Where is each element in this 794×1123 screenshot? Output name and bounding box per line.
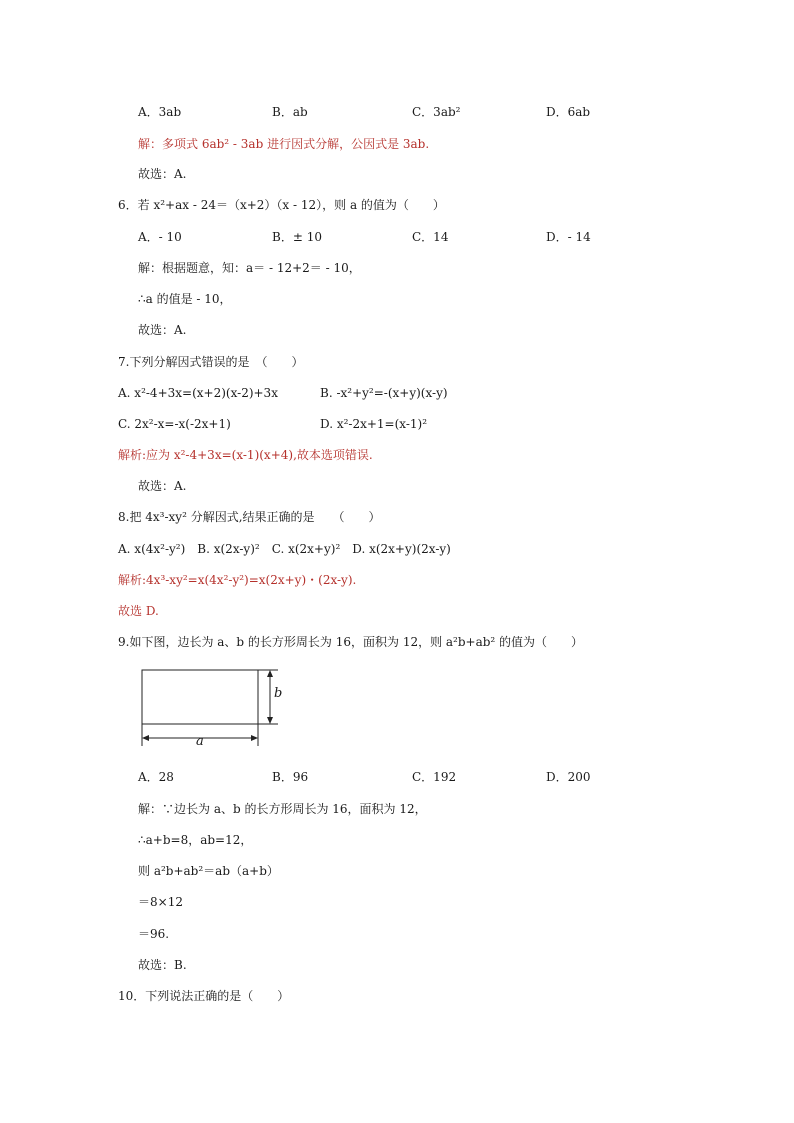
q9-solution-4: ＝8×12 <box>138 895 183 909</box>
q6-solution-2: ∴a 的值是 - 10， <box>138 292 232 306</box>
q7-option-b: B. -x²+y²=-(x+y)(x-y) <box>320 386 448 400</box>
q7-solution: 解析:应为 x²-4+3x=(x-1)(x+4),故本选项错误. <box>118 448 373 462</box>
q7-option-c: C. 2x²-x=-x(-2x+1) <box>118 417 231 431</box>
q9-solution-1: 解：∵边长为 a、b 的长方形周长为 16，面积为 12， <box>138 802 427 816</box>
dimension-b-arrow-up <box>267 670 273 677</box>
q9-option-b: B．96 <box>272 770 309 784</box>
q8-options: A. x(4x²-y²) B. x(2x-y)² C. x(2x+y)² D. x(2x+y)(2x-y) <box>118 542 451 556</box>
q5-option-d: D．6ab <box>546 105 591 119</box>
q9-question: 9.如下图，边长为 a、b 的长方形周长为 16，面积为 12，则 a²b+ab² 的值为（ ） <box>118 635 584 649</box>
q6-answer: 故选：A. <box>138 323 187 337</box>
q9-option-a: A．28 <box>138 770 174 784</box>
dimension-b-arrow-down <box>267 717 273 724</box>
q9-solution-2: ∴a+b=8，ab=12， <box>138 833 253 847</box>
dimension-a-arrow-right <box>251 735 258 741</box>
q5-solution <box>138 136 429 152</box>
q6-option-d: D．- 14 <box>546 230 591 244</box>
q8-answer: 故选 D. <box>118 604 159 618</box>
q9-option-c: C．192 <box>412 770 457 784</box>
figure-label-a: a <box>196 734 204 749</box>
rectangle-shape <box>142 670 258 724</box>
rectangle-figure <box>136 664 286 756</box>
q5-solution-text: 解：多项式 6ab² - 3ab 进行因式分解，公因式是 3ab. <box>138 137 430 151</box>
q6-option-b: B．± 10 <box>272 230 322 244</box>
q6-solution-1: 解：根据题意，知：a＝ - 12+2＝ - 10， <box>138 261 361 275</box>
q9-option-d: D．200 <box>546 770 591 784</box>
q7-option-d: D. x²-2x+1=(x-1)² <box>320 417 428 431</box>
q9-solution-5: ＝96. <box>138 927 170 941</box>
q7-option-a: A. x²-4+3x=(x+2)(x-2)+3x <box>118 386 278 400</box>
q5-answer: 故选：A. <box>138 167 187 181</box>
figure-label-b: b <box>274 686 283 701</box>
q7-answer: 故选：A. <box>138 479 187 493</box>
q5-option-c: C．3ab² <box>412 105 461 119</box>
q6-option-a: A．- 10 <box>138 230 182 244</box>
q5-option-b: B．ab <box>272 105 308 119</box>
q10-question: 10．下列说法正确的是（ ） <box>118 989 290 1003</box>
q8-solution: 解析:4x³-xy²=x(4x²-y²)=x(2x+y)・(2x-y). <box>118 573 357 587</box>
q6-question: 6．若 x²+ax - 24＝（x+2）（x - 12），则 a 的值为（ ） <box>118 198 445 212</box>
q9-answer: 故选：B. <box>138 958 187 972</box>
q5-option-a: A．3ab <box>138 105 182 119</box>
q7-question: 7.下列分解因式错误的是 （ ） <box>118 355 304 369</box>
q9-solution-3: 则 a²b+ab²＝ab（a+b） <box>138 864 279 878</box>
dimension-a-arrow-left <box>142 735 149 741</box>
q6-option-c: C．14 <box>412 230 449 244</box>
q8-question: 8.把 4x³-xy² 分解因式,结果正确的是 （ ） <box>118 510 381 524</box>
